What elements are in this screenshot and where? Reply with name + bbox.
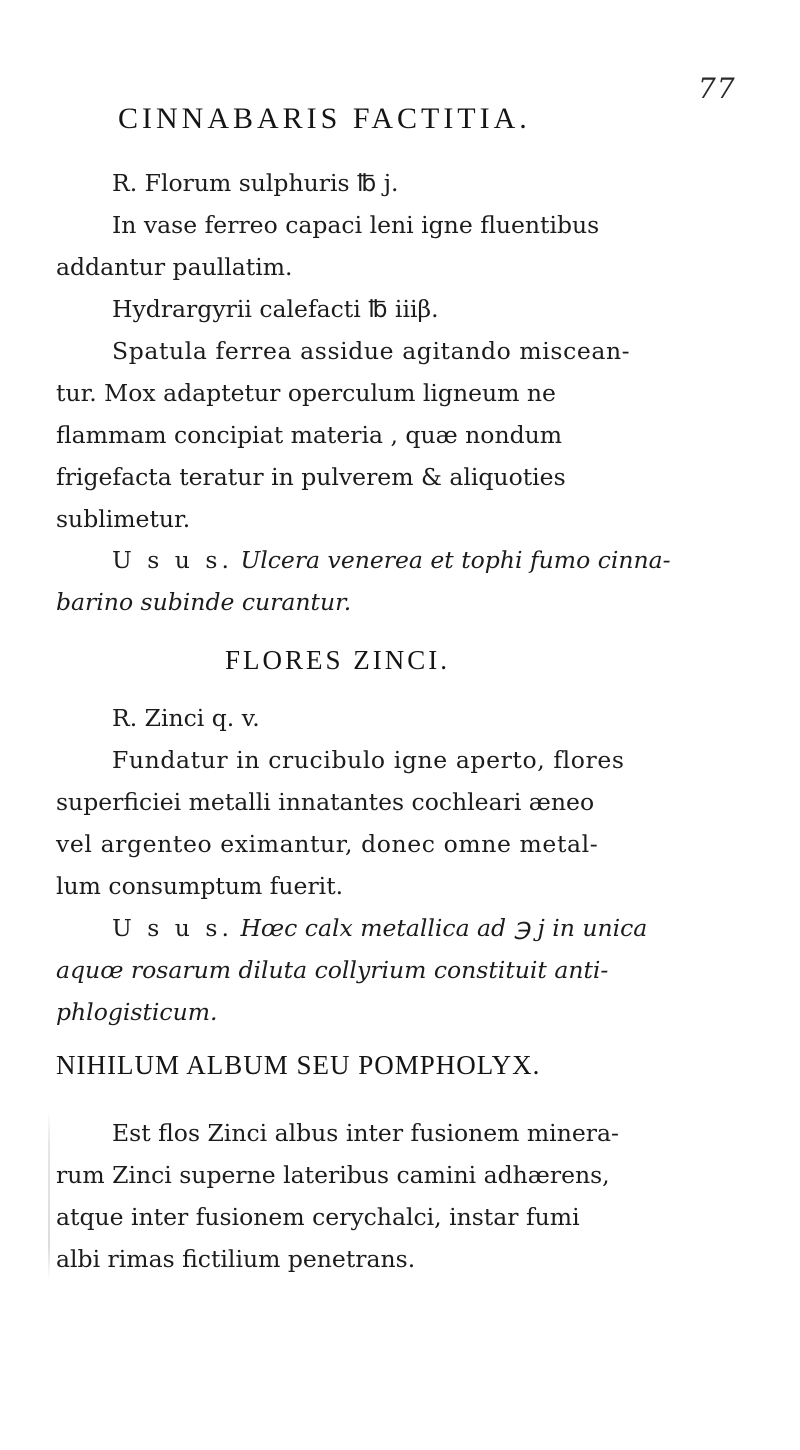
usus-text: Hœc calx metallica ad ℈ j in unica <box>240 914 648 942</box>
usus-text-continued: phlogisticum. <box>56 998 218 1026</box>
recipe-line: Spatula ferrea assidue agitando miscean- <box>112 337 631 365</box>
recipe-line: frigefacta teratur in pulverem & aliquoties <box>56 463 566 491</box>
recipe-line: tur. Mox adaptetur operculum ligneum ne <box>56 379 556 407</box>
recipe-line: sublimetur. <box>56 505 191 533</box>
recipe-line: rum Zinci superne lateribus camini adhærens, <box>56 1161 610 1189</box>
recipe-line: Fundatur in crucibulo igne aperto, flores <box>112 746 625 774</box>
usus-paragraph-cinnabaris <box>112 545 671 575</box>
usus-label: U s u s. <box>112 546 233 574</box>
usus-label: U s u s. <box>112 914 233 942</box>
recipe-line: superficiei metalli innatantes cochleari æneo <box>56 788 595 816</box>
page-shadow-edge <box>48 1110 50 1280</box>
recipe-line: vel argenteo eximantur, donec omne metal- <box>56 830 599 858</box>
heading-flores-zinci: FLORES ZINCI. <box>225 645 451 675</box>
recipe-line: albi rimas fictilium penetrans. <box>56 1245 416 1273</box>
usus-text-continued: aquœ rosarum diluta collyrium constituit anti- <box>56 956 609 984</box>
recipe-line: lum consumptum fuerit. <box>56 872 344 900</box>
recipe-line: Est flos Zinci albus inter fusionem minera- <box>112 1119 619 1147</box>
recipe-line: flammam concipiat materia , quæ nondum <box>56 421 563 449</box>
recipe-line: atque inter fusionem cerychalci, instar fumi <box>56 1203 580 1231</box>
recipe-line: R. Zinci q. v. <box>112 704 260 732</box>
heading-cinnabaris-factitia: CINNABARIS FACTITIA. <box>118 102 531 135</box>
recipe-line: In vase ferreo capaci leni igne fluentibus <box>112 211 600 239</box>
usus-text: Ulcera venerea et tophi fumo cinna- <box>240 546 671 574</box>
heading-nihilum-album: NIHILUM ALBUM SEU POMPHOLYX. <box>56 1050 541 1080</box>
page-number: 77 <box>698 72 736 105</box>
recipe-line: R. Florum sulphuris ℔ j. <box>112 169 399 197</box>
usus-text-continued: barino subinde curantur. <box>56 588 352 616</box>
recipe-line: addantur paullatim. <box>56 253 293 281</box>
usus-paragraph-flores <box>112 913 647 943</box>
recipe-line: Hydrargyrii calefacti ℔ iiiβ. <box>112 295 439 323</box>
